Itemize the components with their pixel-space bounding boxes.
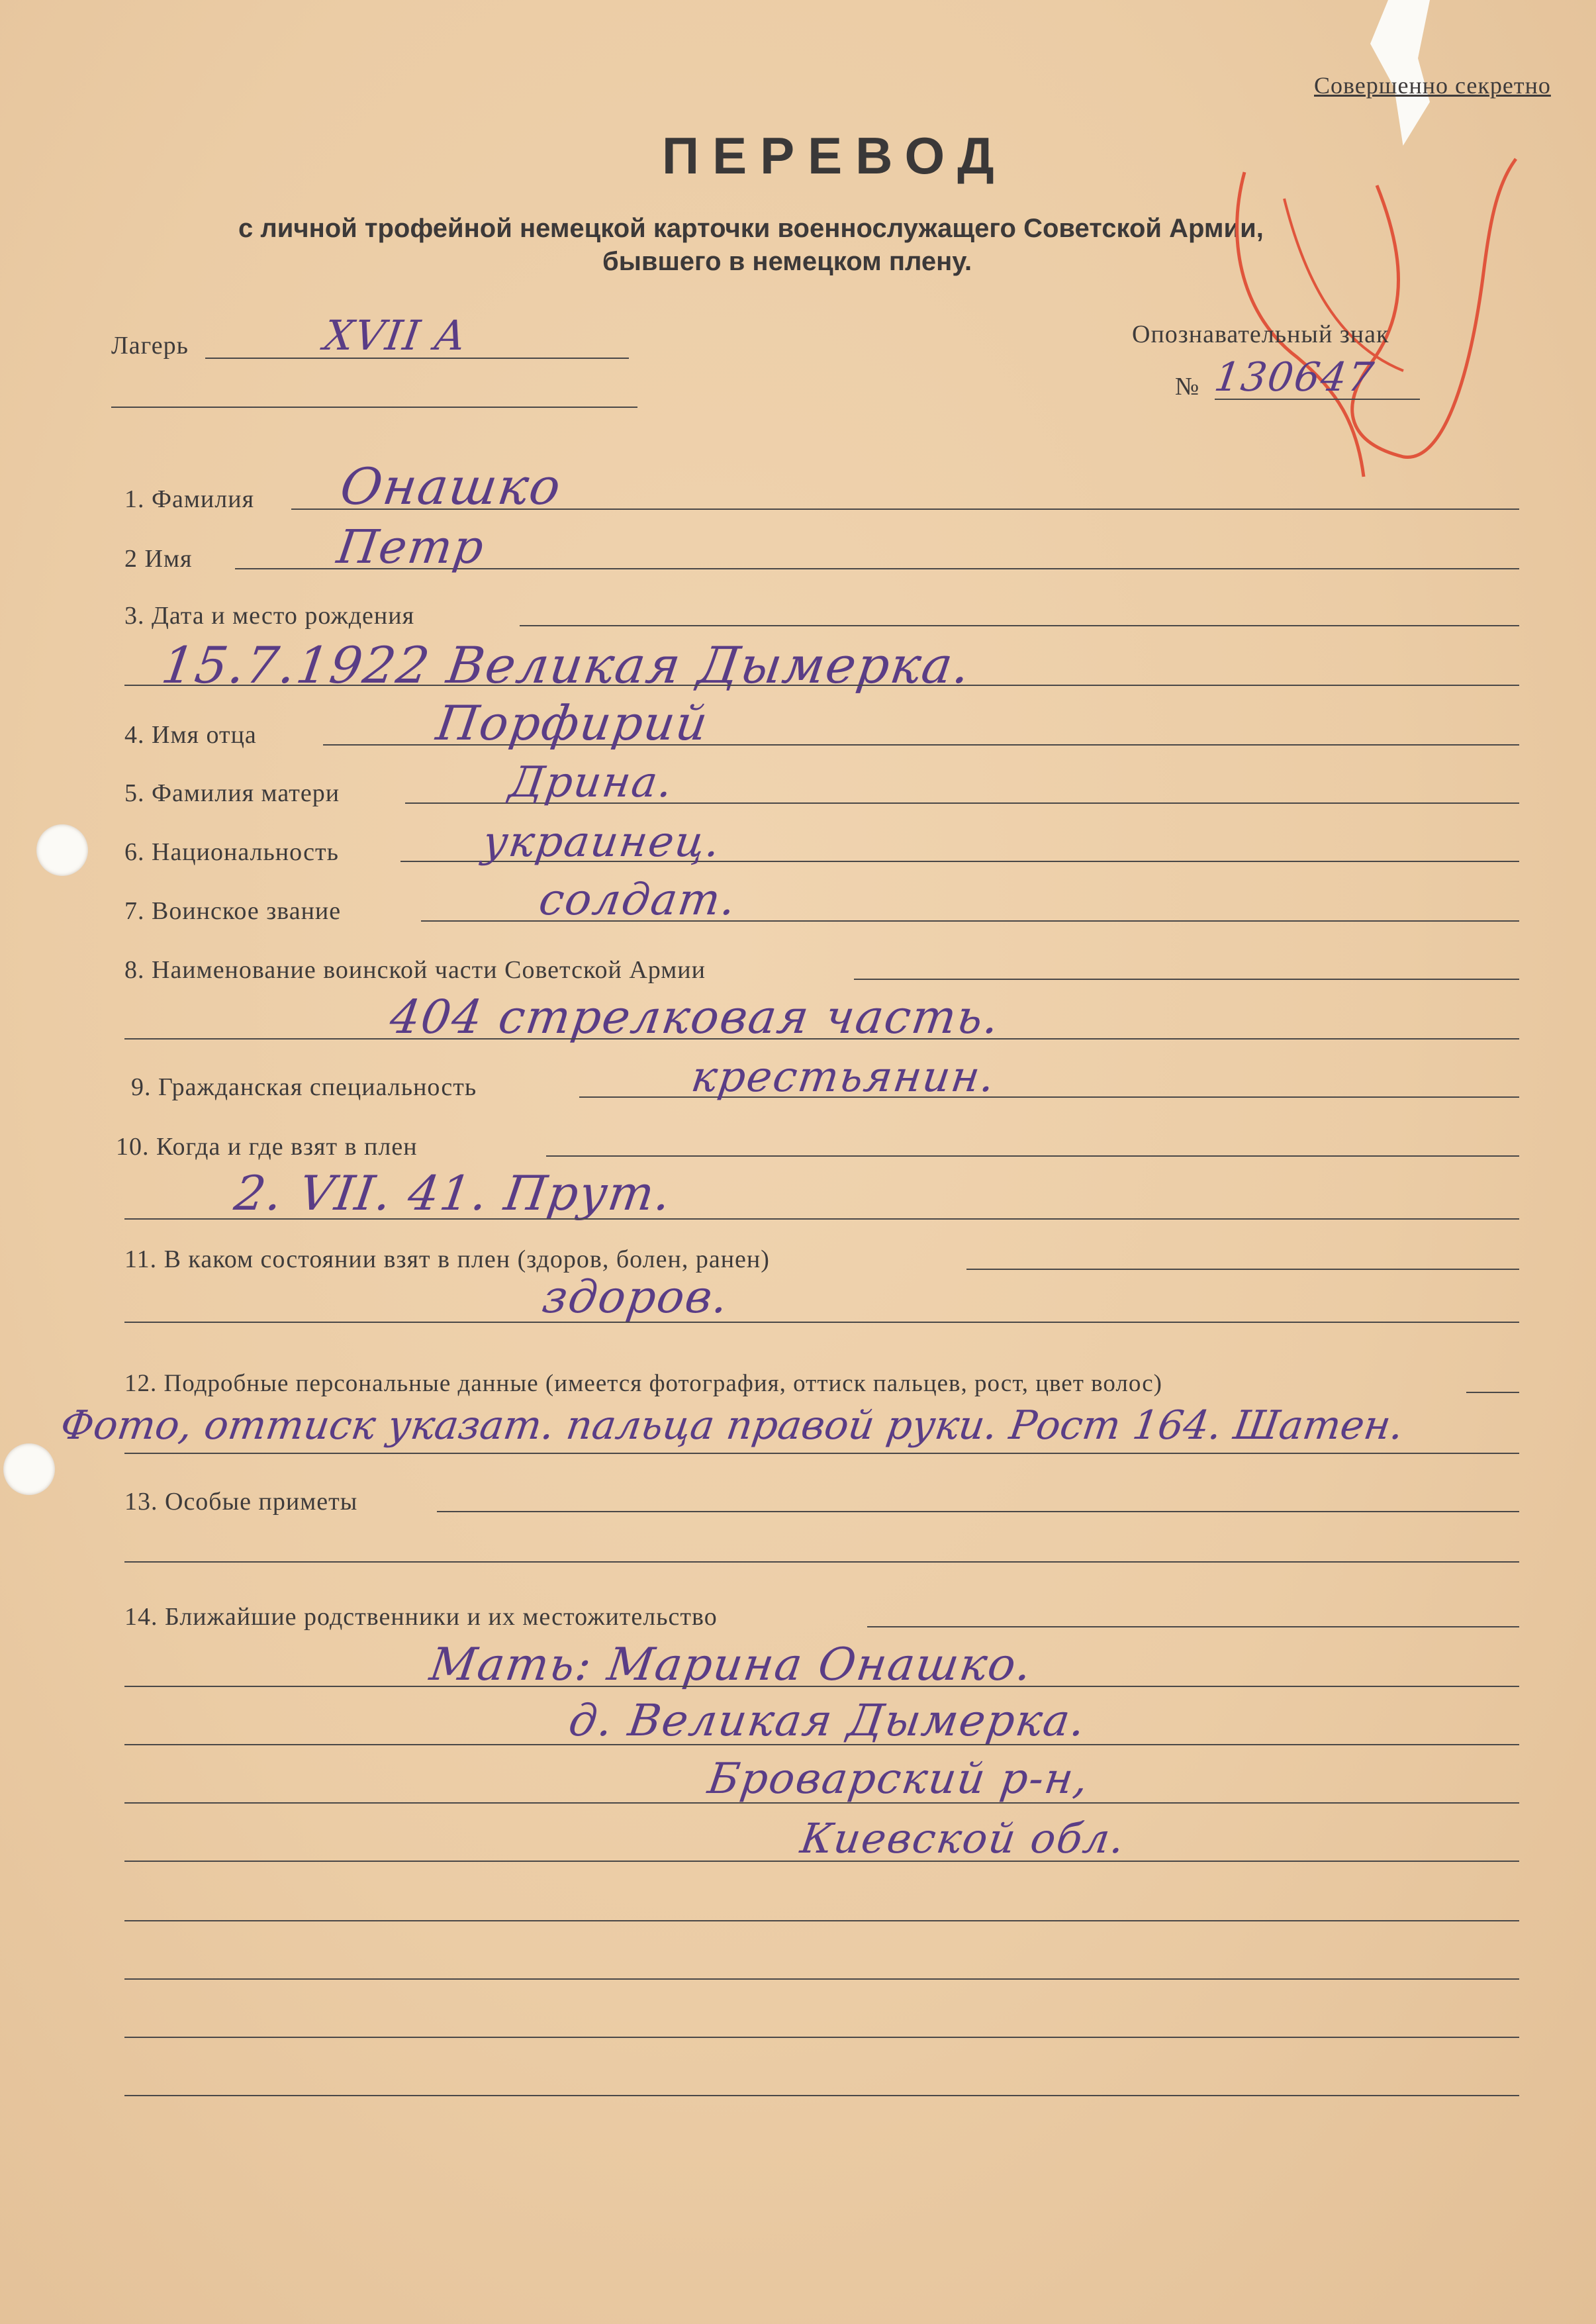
field-12-value: Фото, оттиск указат. пальца правой руки. Рост 164. Шатен.: [58, 1402, 1407, 1449]
field-5-value: Дрина.: [506, 758, 677, 807]
camp-label: Лагерь: [111, 332, 189, 360]
relatives-line-4: Киевской обл.: [797, 1814, 1129, 1863]
relatives-line-3: Броварский р-н,: [704, 1755, 1093, 1804]
field-11-value: здоров.: [539, 1271, 733, 1324]
relatives-line-1: Мать: Марина Онашко.: [426, 1639, 1036, 1691]
field-7-value: солдат.: [536, 874, 740, 925]
field-10-value: 2. VII. 41. Прут.: [231, 1165, 676, 1221]
id-tag-number: 130647: [1211, 354, 1378, 401]
field-9-value: крестьянин.: [688, 1053, 999, 1102]
subtitle-line-1: с личной трофейной немецкой карточки военнослужащего Советской Армии,: [238, 214, 1264, 243]
field-6-label: 6. Национальность: [124, 838, 339, 866]
red-pencil-mark: [1205, 146, 1536, 490]
field-14-label: 14. Ближайшие родственники и их местожительство: [124, 1603, 718, 1631]
relatives-line-2: д. Великая Дымерка.: [565, 1695, 1090, 1746]
field-11-label: 11. В каком состоянии взят в плен (здоров, болен, ранен): [124, 1245, 770, 1273]
id-tag-label: Опознавательный знак: [1132, 320, 1389, 348]
field-5-label: 5. Фамилия матери: [124, 779, 340, 807]
punch-hole-bottom: [3, 1443, 55, 1495]
camp-value: XVII A: [320, 311, 470, 360]
field-1-value: Онашко: [336, 457, 566, 516]
field-7-label: 7. Воинское звание: [124, 897, 342, 925]
field-12-label: 12. Подробные персональные данные (имеется фотография, оттиск пальцев, рост, цвет волос): [124, 1370, 1162, 1397]
page-title: ПЕРЕВОД: [662, 126, 1008, 185]
field-8-value: 404 стрелковая часть.: [387, 990, 1004, 1044]
field-4-value: Порфирий: [433, 695, 712, 751]
field-3-label: 3. Дата и место рождения: [124, 602, 415, 630]
subtitle-line-2: бывшего в немецком плену.: [602, 247, 972, 276]
punch-hole-top: [36, 824, 88, 876]
id-tag-number-label: №: [1175, 373, 1200, 401]
field-8-label: 8. Наименование воинской части Советской Армии: [124, 956, 706, 984]
field-1-label: 1. Фамилия: [124, 485, 255, 513]
field-2-value: Петр: [334, 520, 489, 574]
field-10-label: 10. Когда и где взят в плен: [116, 1133, 418, 1161]
field-2-label: 2 Имя: [124, 545, 193, 573]
classification-stamp: Совершенно секретно: [1314, 72, 1551, 99]
field-3-value: 15.7.1922 Великая Дымерка.: [158, 636, 975, 695]
field-9-label: 9. Гражданская специальность: [131, 1073, 477, 1101]
field-13-label: 13. Особые приметы: [124, 1488, 358, 1516]
field-4-label: 4. Имя отца: [124, 721, 257, 749]
field-6-value: украинец.: [479, 818, 724, 867]
